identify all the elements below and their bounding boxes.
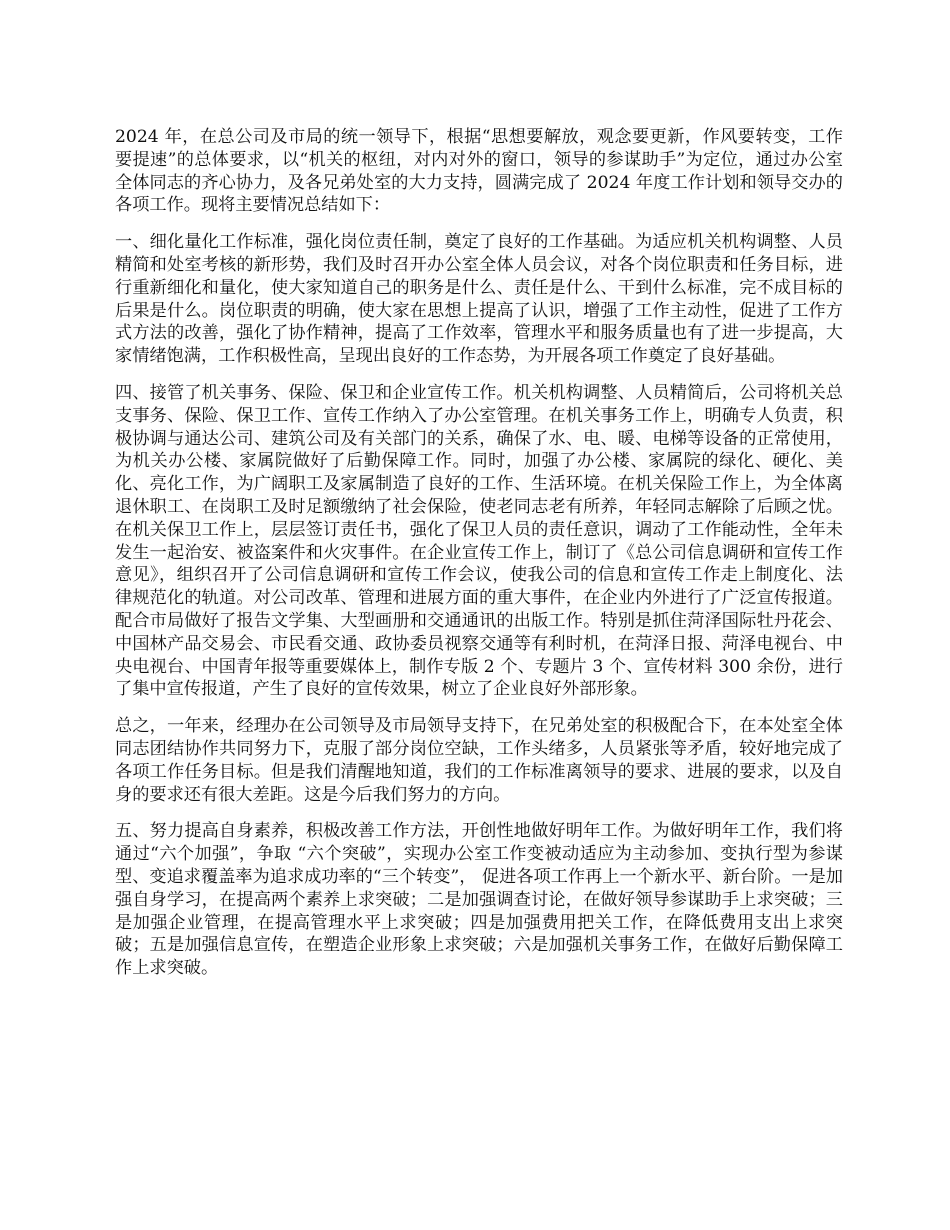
- summary-paragraph: 总之，一年来，经理办在公司领导及市局领导支持下，在兄弟处室的积极配合下，在本处室全体同志团结协作共同努力下，克服了部分岗位空缺，工作头绪多，人员紧张等矛盾，较好地完成了各项工作任务目标。但是我们清醒地知道，我们的工作标准离领导的要求、进展的要求，以及自身的要求还有很大差距。这是今后我们努力的方向。: [115, 716, 843, 805]
- section-five-paragraph: 五、努力提高自身素养，积极改善工作方法，开创性地做好明年工作。为做好明年工作，我们将通过“六个加强”，争取 “六个突破”，实现办公室工作变被动适应为主动参加、变执行型为参谋型、变追求覆盖率为追求成功率的“三个转变”， 促进各项工作再上一个新水平、新台阶。一是加强自身学习，在提高两个素养上求突破；二是加强调查讨论，在做好领导参谋助手上求突破；三是加强企业管理，在提高管理水平上求突破；四是加强费用把关工作，在降低费用支出上求突破；五是加强信息宣传，在塑造企业形象上求突破；六是加强机关事务工作，在做好后勤保障工作上求突破。: [115, 821, 843, 979]
- document-body: [115, 126, 843, 994]
- intro-paragraph: 2024 年，在总公司及市局的统一领导下，根据“思想要解放，观念要更新，作风要转变，工作要提速”的总体要求，以“机关的枢纽，对内对外的窗口，领导的参谋助手”为定位，通过办公室全体同志的齐心协力，及各兄弟处室的大力支持，圆满完成了 2024 年度工作计划和领导交办的各项工作。现将主要情况总结如下：: [115, 127, 843, 216]
- section-one-paragraph: 一、细化量化工作标准，强化岗位责任制，奠定了良好的工作基础。为适应机关机构调整、人员精简和处室考核的新形势，我们及时召开办公室全体人员会议，对各个岗位职责和任务目标，进行重新细化和量化，使大家知道自己的职务是什么、责任是什么、干到什么标准，完不成目标的后果是什么。岗位职责的明确，使大家在思想上提高了认识，增强了工作主动性，促进了工作方式方法的改善，强化了协作精神，提高了工作效率，管理水平和服务质量也有了进一步提高，大家情绪饱满，工作积极性高，呈现出良好的工作态势，为开展各项工作奠定了良好基础。: [115, 232, 843, 367]
- section-four-paragraph: 四、接管了机关事务、保险、保卫和企业宣传工作。机关机构调整、人员精简后，公司将机关总支事务、保险、保卫工作、宣传工作纳入了办公室管理。在机关事务工作上，明确专人负责，积极协调与通达公司、建筑公司及有关部门的关系，确保了水、电、暖、电梯等设备的正常使用，为机关办公楼、家属院做好了后勤保障工作。同时，加强了办公楼、家属院的绿化、硬化、美化、亮化工作，为广阔职工及家属制造了良好的工作、生活环境。在机关保险工作上，为全体离退休职工、在岗职工及时足额缴纳了社会保险，使老同志老有所养，年轻同志解除了后顾之忧。在机关保卫工作上，层层签订责任书，强化了保卫人员的责任意识，调动了工作能动性，全年未发生一起治安、被盗案件和火灾事件。在企业宣传工作上，制订了《总公司信息调研和宣传工作意见》，组织召开了公司信息调研和宣传工作会议，使我公司的信息和宣传工作走上制度化、法律规范化的轨道。对公司改革、管理和进展方面的重大事件，在企业内外进行了广泛宣传报道。配合市局做好了报告文学集、大型画册和交通通讯的出版工作。特别是抓住菏泽国际牡丹花会、中国林产品交易会、市民看交通、政协委员视察交通等有利时机，在菏泽日报、菏泽电视台、中央电视台、中国青年报等重要媒体上，制作专版 2 个、专题片 3 个、宣传材料 300 余份，进行了集中宣传报道，产生了良好的宣传效果，树立了企业良好外部形象。: [115, 382, 843, 700]
